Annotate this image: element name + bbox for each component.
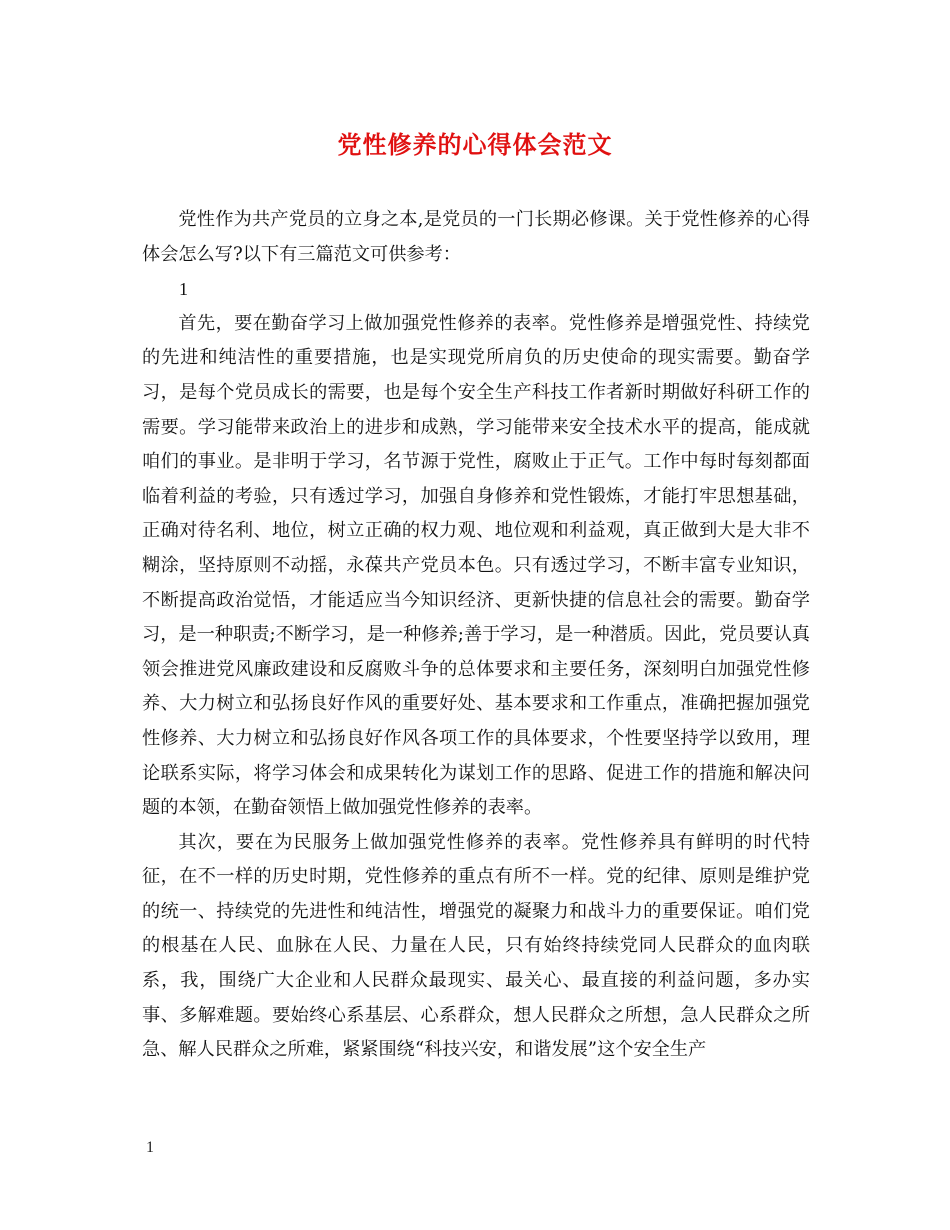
document-title: 党性修养的心得体会范文 [337,131,613,159]
document-body [142,203,810,1068]
intro-paragraph: 党性作为共产党员的立身之本,是党员的一门长期必修课。关于党性修养的心得体会怎么写?以下有三篇范文可供参考： [142,209,810,265]
body-paragraph-1: 首先，要在勤奋学习上做加强党性修养的表率。党性修养是增强党性、持续党的先进和纯洁性的重要措施，也是实现党所肩负的历史使命的现实需要。勤奋学习，是每个党员成长的需要，也是每个安全生产科技工作者新时期做好科研工作的需要。学习能带来政治上的进步和成熟，学习能带来安全技术水平的提高，能成就咱们的事业。是非明于学习，名节源于党性，腐败止于正气。工作中每时每刻都面临着利益的考验，只有透过学习，加强自身修养和党性锻炼，才能打牢思想基础，正确对待名利、地位，树立正确的权力观、地位观和利益观，真正做到大是大非不糊涂，坚持原则不动摇，永葆共产党员本色。只有透过学习，不断丰富专业知识，不断提高政治觉悟，才能适应当今知识经济、更新快捷的信息社会的需要。勤奋学习，是一种职责;不断学习，是一种修养;善于学习，是一种潜质。因此，党员要认真领会推进党风廉政建设和反腐败斗争的总体要求和主要任务，深刻明白加强党性修养、大力树立和弘扬良好作风的重要好处、基本要求和工作重点，准确把握加强党性修养、大力树立和弘扬良好作风各项工作的具体要求，个性要坚持学以致用，理论联系实际，将学习体会和成果转化为谋划工作的思路、促进工作的措施和解决问题的本领，在勤奋领悟上做加强党性修养的表率。 [142,312,810,819]
body-paragraph-2: 其次，要在为民服务上做加强党性修养的表率。党性修养具有鲜明的时代特征，在不一样的历史时期，党性修养的重点有所不一样。党的纪律、原则是维护党的统一、持续党的先进性和纯洁性，增强党的凝聚力和战斗力的重要保证。咱们党的根基在人民、血脉在人民、力量在人民，只有始终持续党同人民群众的血肉联系，我，围绕广大企业和人民群众最现实、最关心、最直接的利益问题，多办实事、多解难题。要始终心系基层、心系群众，想人民群众之所想，急人民群众之所急、解人民群众之所难，紧紧围绕“科技兴安，和谐发展”这个安全生产 [142,831,810,1061]
section-number: 1 [179,279,188,300]
page-number: 1 [146,1139,154,1156]
